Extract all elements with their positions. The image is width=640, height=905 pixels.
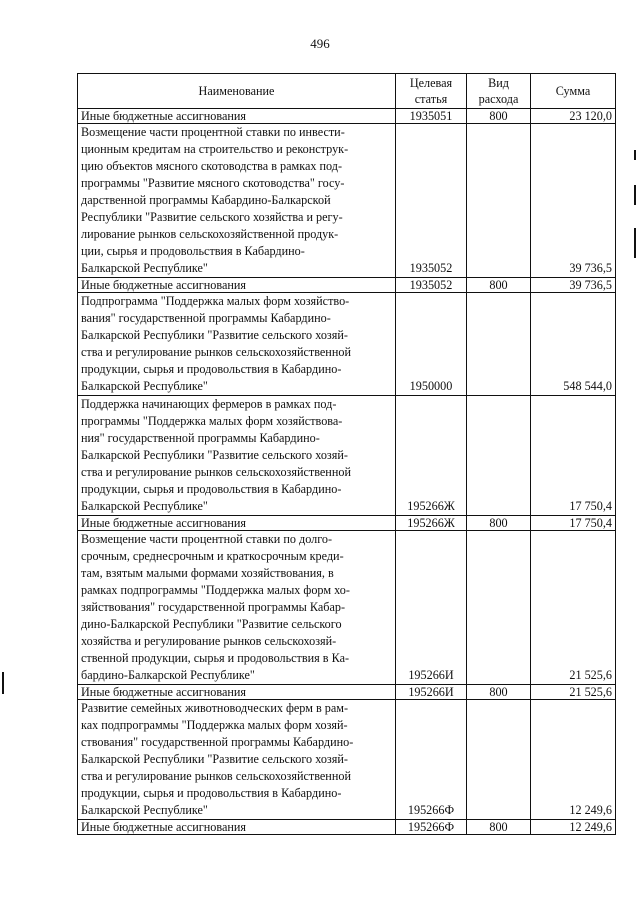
row-name-line: продукции, сырья и продовольствия в Кабардино-: [81, 482, 342, 496]
table-row: [78, 293, 616, 396]
row-name-line: Балкарской Республике": [81, 379, 208, 393]
row-expense-type: [467, 700, 531, 820]
table-row: [78, 516, 616, 531]
row-name-line: ции, сырья и продовольствия в Кабардино-: [81, 244, 305, 258]
row-name: [78, 124, 396, 278]
row-name: [78, 109, 396, 124]
row-name-line: вания" государственной программы Кабардино-: [81, 311, 331, 325]
row-name-line: ства и регулирование рынков сельскохозяйственной: [81, 345, 351, 359]
header-target-article: Целевая статья: [396, 74, 467, 109]
row-sum: 21 525,6: [531, 685, 616, 700]
row-name-line: программы "Поддержка малых форм хозяйствова-: [81, 414, 343, 428]
row-name: [78, 396, 396, 516]
row-sum: 12 249,6: [531, 700, 616, 820]
table-row: [78, 685, 616, 700]
row-name-line: Балкарской Республике": [81, 261, 208, 275]
row-name-line: ственной продукции, сырья и продовольствия в Ка-: [81, 651, 350, 665]
table-row: [78, 109, 616, 124]
row-expense-type: 800: [467, 278, 531, 293]
header-sum: Сумма: [531, 74, 616, 109]
row-target-article: 195266Ж: [396, 396, 467, 516]
table-row: [78, 820, 616, 835]
row-sum: 21 525,6: [531, 531, 616, 685]
row-name: [78, 531, 396, 685]
row-expense-type: 800: [467, 109, 531, 124]
row-sum: 548 544,0: [531, 293, 616, 396]
row-expense-type: 800: [467, 516, 531, 531]
row-sum: 39 736,5: [531, 124, 616, 278]
row-name-line: ках подпрограммы "Поддержка малых форм хозяй-: [81, 718, 348, 732]
row-name-line: Иные бюджетные ассигнования: [81, 685, 247, 699]
row-sum: 12 249,6: [531, 820, 616, 835]
row-name-line: Иные бюджетные ассигнования: [81, 278, 247, 292]
table-row: [78, 700, 616, 820]
row-sum: 23 120,0: [531, 109, 616, 124]
row-expense-type: 800: [467, 820, 531, 835]
table-row: [78, 278, 616, 293]
row-name: [78, 685, 396, 700]
row-name-line: ства и регулирование рынков сельскохозяйственной: [81, 465, 351, 479]
row-name: [78, 820, 396, 835]
row-name-line: ционным кредитам на строительство и реконструк-: [81, 142, 349, 156]
row-name-line: Иные бюджетные ассигнования: [81, 820, 247, 834]
row-name-line: Балкарской Республики "Развитие сельского хозяй-: [81, 328, 348, 342]
row-name-line: Подпрограмма "Поддержка малых форм хозяйство-: [81, 294, 350, 308]
row-name-line: дино-Балкарской Республики "Развитие сельского: [81, 617, 342, 631]
row-expense-type: 800: [467, 685, 531, 700]
scan-edge-mark: [634, 150, 636, 160]
row-name-line: Возмещение части процентной ставки по долго-: [81, 532, 333, 546]
row-name-line: там, взятым малыми формами хозяйствования, в: [81, 566, 334, 580]
row-name-line: продукции, сырья и продовольствия в Кабардино-: [81, 786, 342, 800]
row-name-line: Иные бюджетные ассигнования: [81, 109, 247, 123]
row-name-line: рамках подпрограммы "Поддержка малых форм хо-: [81, 583, 350, 597]
row-target-article: 195266И: [396, 685, 467, 700]
row-expense-type: [467, 124, 531, 278]
row-sum: 17 750,4: [531, 516, 616, 531]
row-target-article: 1935051: [396, 109, 467, 124]
row-name: [78, 700, 396, 820]
row-target-article: 195266И: [396, 531, 467, 685]
row-name-line: Балкарской Республике": [81, 803, 208, 817]
row-sum: 17 750,4: [531, 396, 616, 516]
row-name-line: Балкарской Республики "Развитие сельского хозяй-: [81, 448, 348, 462]
page-number: 496: [310, 36, 330, 51]
row-name-line: ства и регулирование рынков сельскохозяйственной: [81, 769, 351, 783]
row-expense-type: [467, 396, 531, 516]
budget-table: [77, 73, 616, 835]
row-name-line: лирование рынков сельскохозяйственной продук-: [81, 227, 339, 241]
table-row: [78, 396, 616, 516]
table-row: [78, 531, 616, 685]
row-target-article: 1935052: [396, 124, 467, 278]
scan-edge-mark: [634, 228, 636, 258]
row-name-line: Развитие семейных животноводческих ферм в рам-: [81, 701, 349, 715]
row-name-line: хозяйства и регулирование рынков сельскохозяй-: [81, 634, 337, 648]
row-name-line: Возмещение части процентной ставки по инвести-: [81, 125, 345, 139]
row-name-line: ния" государственной программы Кабардино-: [81, 431, 320, 445]
row-sum: 39 736,5: [531, 278, 616, 293]
row-name: [78, 278, 396, 293]
row-target-article: 1950000: [396, 293, 467, 396]
row-name-line: программы "Развитие мясного скотоводства" госу-: [81, 176, 345, 190]
row-name: [78, 516, 396, 531]
row-target-article: 195266Ф: [396, 700, 467, 820]
scan-edge-mark: [2, 672, 4, 694]
row-name-line: цию объектов мясного скотоводства в рамках под-: [81, 159, 343, 173]
row-name-line: бардино-Балкарской Республике": [81, 668, 255, 682]
row-name-line: дарственной программы Кабардино-Балкарской: [81, 193, 331, 207]
row-name-line: срочным, среднесрочным и краткосрочным креди-: [81, 549, 344, 563]
header-name: Наименование: [78, 74, 396, 109]
row-name-line: ствования" государственной программы Кабардино-: [81, 735, 354, 749]
row-name: [78, 293, 396, 396]
row-name-line: Балкарской Республики "Развитие сельского хозяй-: [81, 752, 348, 766]
row-expense-type: [467, 293, 531, 396]
row-name-line: зяйствования" государственной программы Кабар-: [81, 600, 346, 614]
row-name-line: Балкарской Республике": [81, 499, 208, 513]
row-name-line: Республики "Развитие сельского хозяйства и регу-: [81, 210, 343, 224]
row-name-line: Иные бюджетные ассигнования: [81, 516, 247, 530]
table-header-row: [78, 74, 616, 109]
row-target-article: 1935052: [396, 278, 467, 293]
row-target-article: 195266Ж: [396, 516, 467, 531]
row-name-line: продукции, сырья и продовольствия в Кабардино-: [81, 362, 342, 376]
table-body: [78, 109, 616, 835]
scan-edge-mark: [634, 185, 636, 205]
table-row: [78, 124, 616, 278]
row-target-article: 195266Ф: [396, 820, 467, 835]
row-expense-type: [467, 531, 531, 685]
header-expense-type: Вид расхода: [467, 74, 531, 109]
row-name-line: Поддержка начинающих фермеров в рамках под-: [81, 397, 337, 411]
